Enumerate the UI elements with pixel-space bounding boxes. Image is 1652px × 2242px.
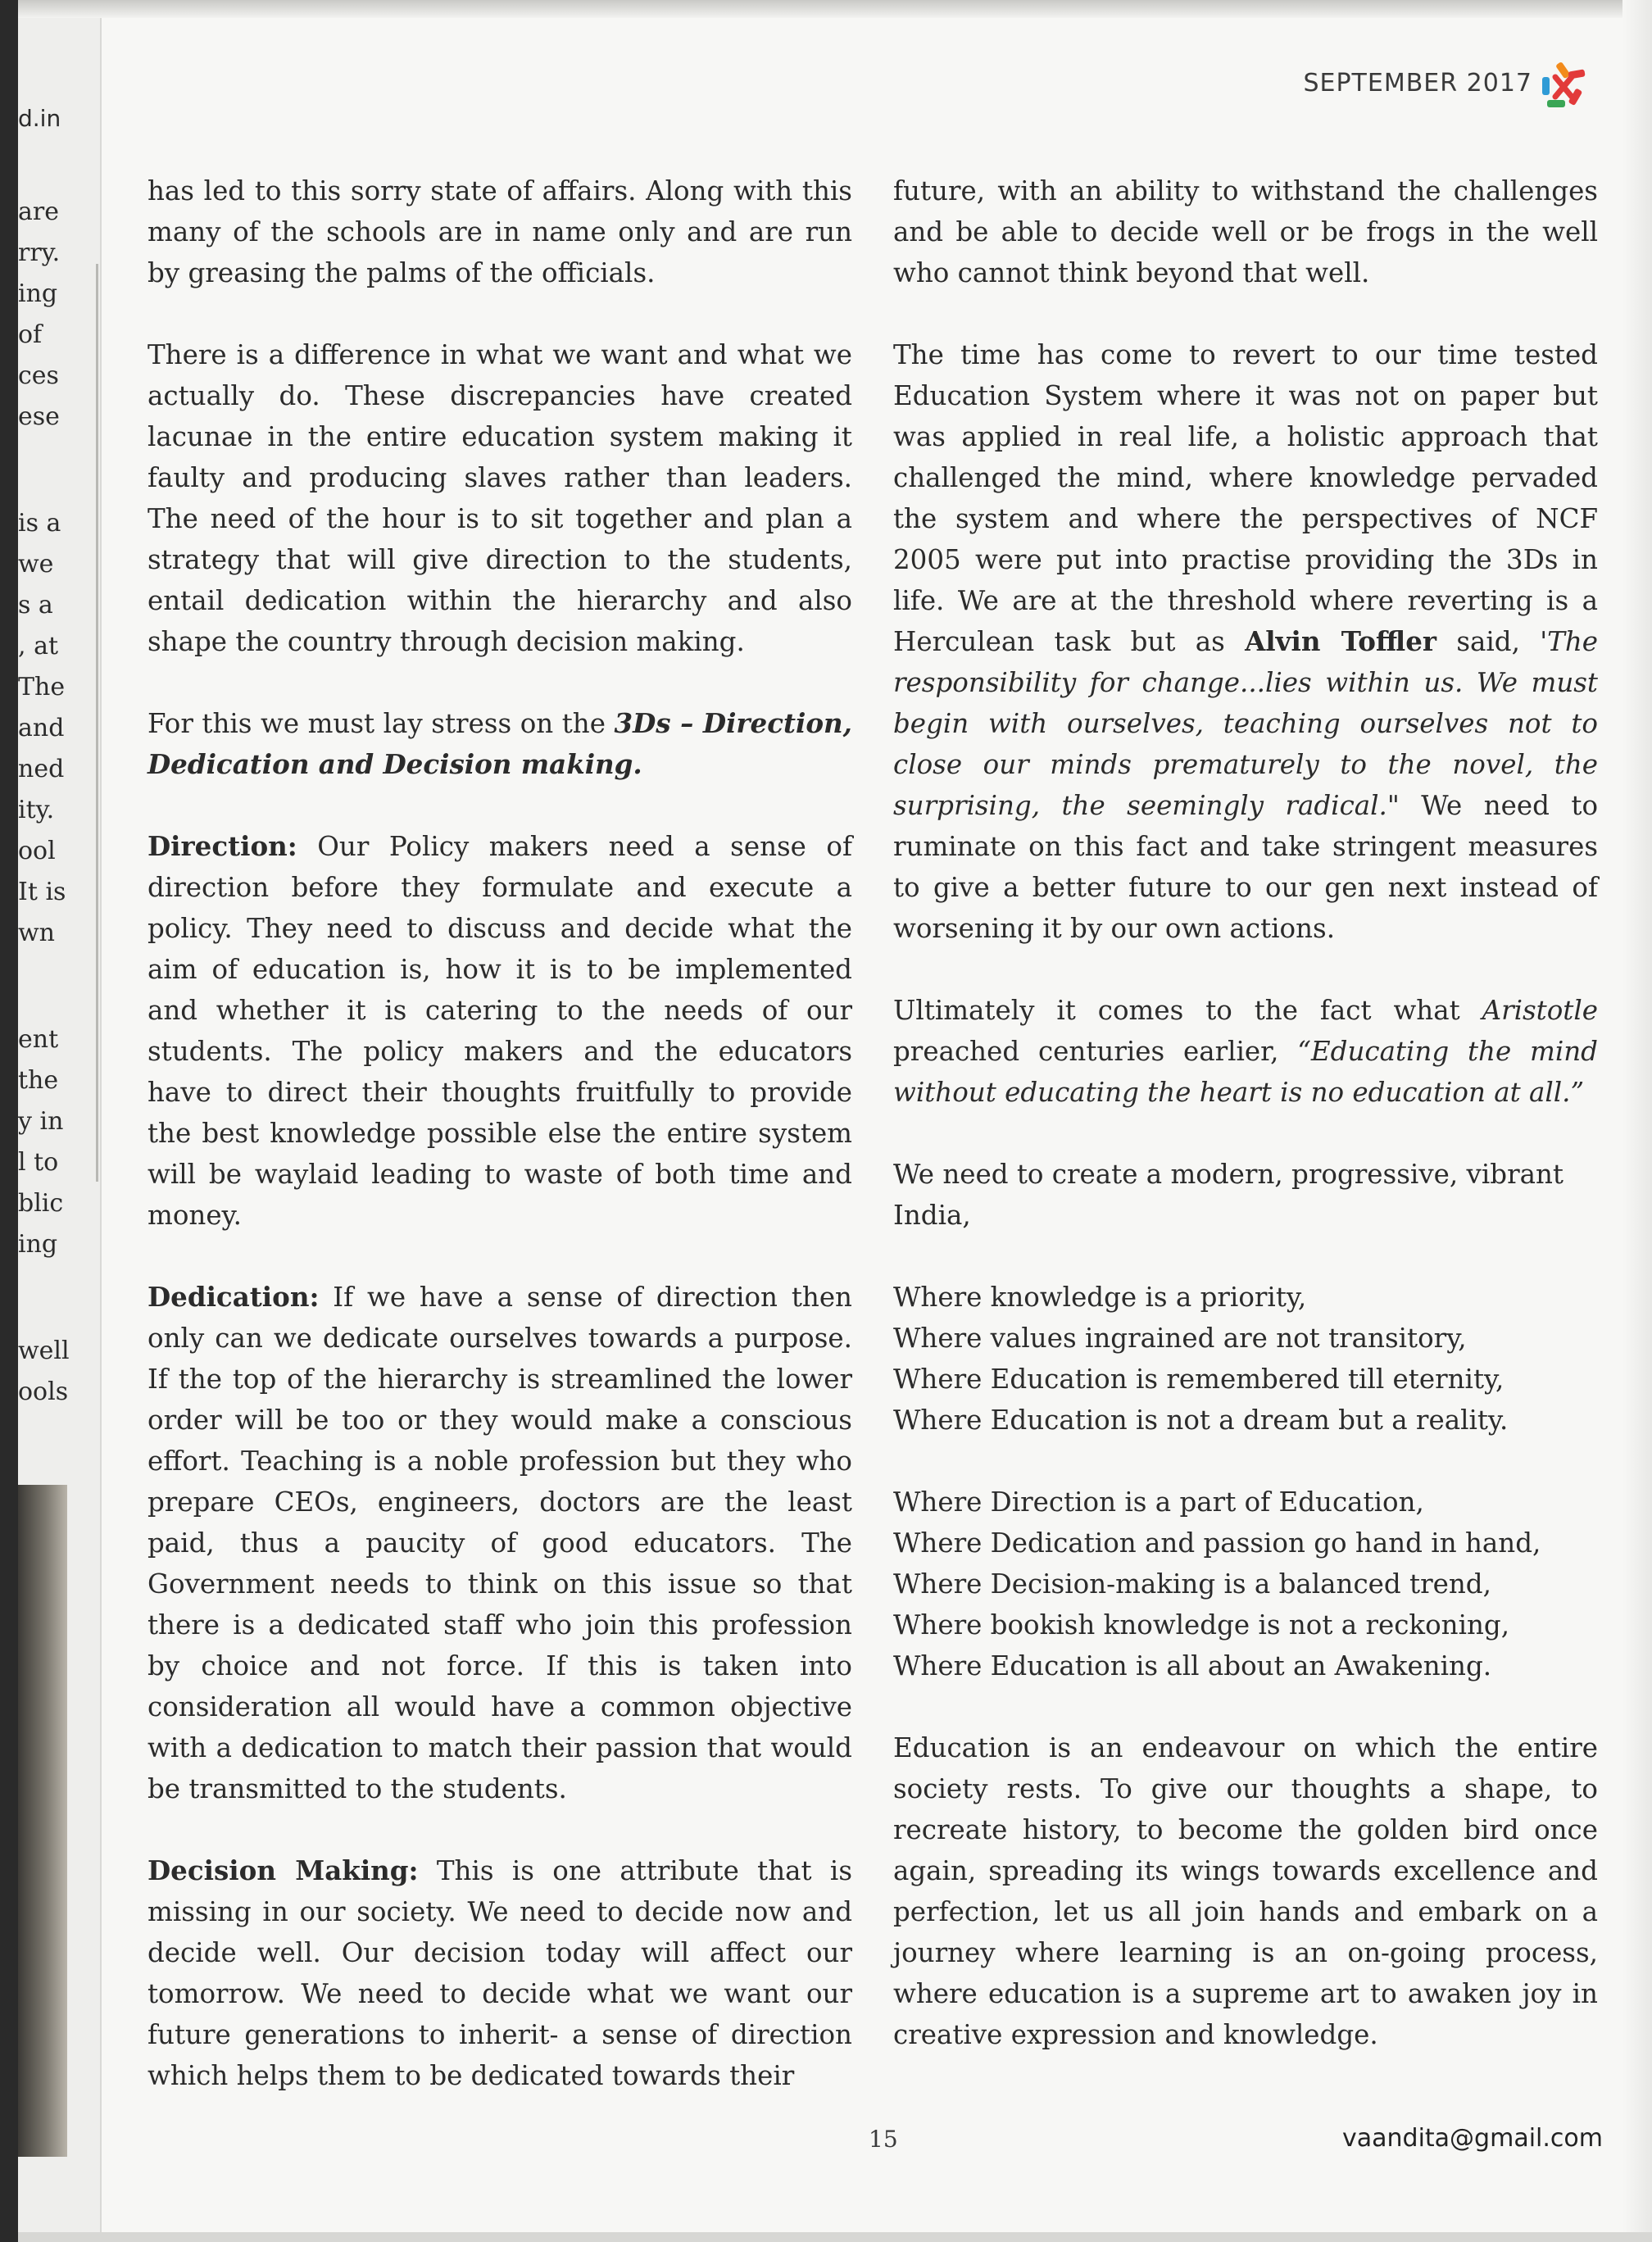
previous-page-text-fragment: well [18, 1337, 70, 1365]
previous-page-text-fragment: rry. [18, 238, 61, 267]
verse-line: Where values ingrained are not transitory, [893, 1323, 1467, 1354]
left-column [148, 170, 852, 2096]
contact-email: vaandita@gmail.com [1342, 2124, 1603, 2153]
toffler-quote: 'The responsibility for change...lies within us. We must begin with ourselves, teaching ourselves not to close our minds prematurely to the novel, the surprising, the seemingly radical." [893, 626, 1599, 821]
direction-heading: Direction: [148, 830, 297, 862]
aristotle-text-a: Ultimately it comes to the fact what [893, 995, 1482, 1026]
previous-page-text-fragment: s a [18, 591, 53, 620]
previous-page-text-fragment: are [18, 197, 59, 226]
previous-page-url-fragment: d.in [18, 105, 61, 132]
aristotle-name: Aristotle [1482, 995, 1598, 1026]
closing-paragraph: Education is an endeavour on which the entire society rests. To give our thoughts a shape, to recreate history, to become the golden bird once again, spreading its wings towards excellence and perfection, let us all join hands and embark on a journey where learning is an on-going process, where education is a supreme art to awaken joy in creative expression and knowledge. [893, 1732, 1598, 2050]
verse-line: Where knowledge is a priority, [893, 1282, 1307, 1313]
toffler-name: Alvin Toffler [1245, 625, 1437, 657]
left-paragraph-2: There is a difference in what we want and what we actually do. These discrepancies have created lacunae in the entire education system making it faulty and producing slaves rather than leaders. The need of the hour is to sit together and plan a strategy that will give direction to the students, entail dedication within the hierarchy and also shape the country through decision making. [148, 339, 852, 657]
previous-page-text-fragment: l to [18, 1148, 59, 1177]
right-paragraph-1: future, with an ability to withstand the challenges and be able to decide well or be frogs in the well who cannot think beyond that well. [893, 175, 1598, 288]
aristotle-text-b: preached centuries earlier, [893, 1036, 1298, 1067]
decision-paragraph [148, 1850, 852, 2096]
previous-page-text-fragment: ces [18, 361, 59, 390]
right-column [893, 170, 1598, 2055]
scan-edge-top [0, 0, 1652, 18]
previous-page-text-fragment: The [18, 673, 66, 701]
verse-stanza-2 [893, 1482, 1598, 1686]
verse-line: Where Direction is a part of Education, [893, 1486, 1424, 1518]
previous-page-text-fragment: ent [18, 1025, 59, 1054]
previous-page-text-fragment: the [18, 1066, 59, 1095]
verse-line: Where Decision-making is a balanced trend, [893, 1568, 1491, 1600]
decision-heading: Decision Making: [148, 1854, 419, 1886]
three-ds-intro: For this we must lay stress on the [148, 708, 615, 739]
aristotle-paragraph [893, 990, 1598, 1113]
previous-page-text-fragment: ity. [18, 796, 55, 824]
verse-line: Where Education is not a dream but a reality. [893, 1405, 1509, 1436]
colorful-x-logo-icon [1534, 57, 1593, 116]
page-number: 15 [869, 2126, 898, 2153]
previous-page-text-fragment: ing [18, 279, 58, 308]
verse-line: Where Dedication and passion go hand in hand, [893, 1527, 1541, 1559]
previous-page-strip [18, 18, 102, 2242]
verse-line: Where bookish knowledge is not a reckoning, [893, 1609, 1510, 1641]
three-ds-paragraph [148, 703, 852, 785]
previous-page-photo [18, 1485, 67, 2157]
page-right-edge [1622, 0, 1652, 2242]
toffler-paragraph [893, 334, 1598, 949]
toffler-text-b: said, [1436, 626, 1541, 657]
direction-text: Our Policy makers need a sense of direction before they formulate and execute a policy. They need to discuss and decide what the aim of education is, how it is to be implemented and whether it is catering to the needs of our students. The policy makers and the educators have to direct their thoughts fruitfully to provide the best knowledge possible else the entire system will be waylaid leading to waste of both time and money. [148, 831, 852, 1231]
previous-page-text-fragment: , at [18, 632, 59, 660]
issue-date: SEPTEMBER 2017 [1303, 69, 1532, 98]
verse-line: Where Education is all about an Awakening. [893, 1650, 1492, 1682]
decision-text: This is one attribute that is missing in our society. We need to decide now and decide well. Our decision today will affect our tomorrow. We need to decide what we want our future generations to inherit- a sense of direction which helps them to be dedicated towards their [148, 1855, 852, 2091]
previous-page-text-fragment: ing [18, 1230, 58, 1259]
toffler-text-c: We need to ruminate on this fact and take stringent measures to give a better future to our gen next instead of worsening it by our own actions. [893, 790, 1599, 944]
toffler-text-a: The time has come to revert to our time tested Education System where it was not on paper but was applied in real life, a holistic approach that challenged the mind, where knowledge pervaded the system and where the perspectives of NCF 2005 were put into practise providing the 3Ds in life. We are at the threshold where reverting is a Herculean task but as [893, 339, 1598, 657]
dedication-heading: Dedication: [148, 1281, 320, 1313]
three-ds-emphasis: 3Ds – Direction, Dedication and Decision making. [148, 707, 852, 780]
previous-page-text-fragment: ese [18, 402, 60, 431]
previous-page-text-fragment: wn [18, 919, 55, 947]
verse-line: Where Education is remembered till eternity, [893, 1364, 1504, 1395]
previous-page-text-fragment: is a [18, 509, 61, 538]
previous-page-text-fragment: ool [18, 837, 56, 865]
previous-page-text-fragment: we [18, 550, 54, 579]
dedication-paragraph [148, 1277, 852, 1809]
previous-page-text-fragment: ned [18, 755, 65, 783]
direction-paragraph [148, 826, 852, 1236]
dedication-text: If we have a sense of direction then only can we dedicate ourselves towards a purpose. If the top of the hierarchy is streamlined the lower order will be too or they would make a conscious effort. Teaching is a noble profession but they who prepare CEOs, engineers, doctors are the least paid, thus a paucity of good educators. The Government needs to think on this issue so that there is a dedicated staff who join this profession by choice and not force. If this is taken into consideration all would have a common objective with a dedication to match their passion that would be transmitted to the students. [148, 1282, 852, 1804]
previous-page-text-fragment: ools [18, 1377, 69, 1406]
verse-stanza-1 [893, 1277, 1598, 1441]
left-paragraph-1: has led to this sorry state of affairs. Along with this many of the schools are in name only and are run by greasing the palms of the officials. [148, 175, 852, 288]
aristotle-quote: “Educating the mind without educating the heart is no education at all.” [893, 1036, 1598, 1108]
previous-page-text-fragment: and [18, 714, 65, 742]
previous-page-text-fragment: It is [18, 878, 66, 906]
page-bottom-edge [18, 2232, 1652, 2242]
previous-page-text-fragment: y in [18, 1107, 64, 1136]
previous-page-text-fragment: of [18, 320, 43, 349]
book-gutter [0, 0, 18, 2242]
india-intro: We need to create a modern, progressive, vibrant India, [893, 1159, 1564, 1231]
previous-page-text-fragment: blic [18, 1189, 64, 1218]
